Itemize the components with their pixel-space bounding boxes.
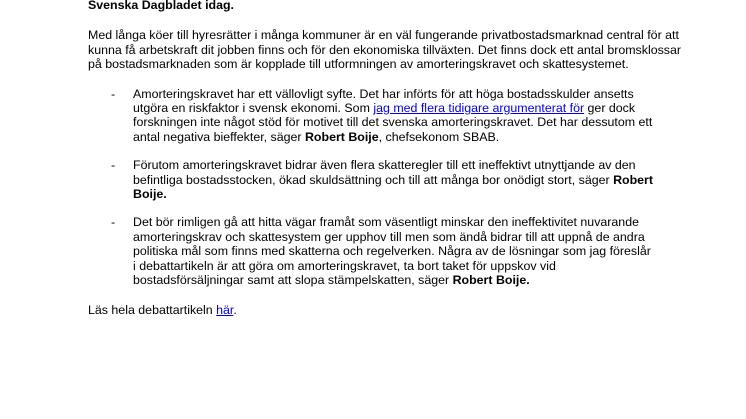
speaker-name: Robert Boije.: [452, 273, 530, 288]
argument-link[interactable]: jag med flera tidigare argumenterat för: [373, 101, 585, 116]
quote-text: ger dock forskningen inte något stöd för motivet till det svenska amorteringskravet. Det har dessutom ett antal negativa bieffekter, säger: [133, 101, 653, 144]
list-item: [88, 215, 653, 287]
speaker-title: , chefsekonom SBAB.: [378, 129, 500, 144]
press-release-body: [88, 0, 688, 317]
closing-paragraph: [88, 303, 688, 317]
list-item: [88, 87, 653, 145]
quote-text: Det bör rimligen gå att hitta vägar framåt som väsentligt minskar den ineffektivitet nuvarande amorteringskrav och skattesystem ger upphov till men som ändå bidrar till att uppnå de andra politiska mål som finns med skatterna och regelverken. Några av de lösningar som jag föreslår i debattartikeln är att göra om amorteringskravet, ta bort taket för uppskov vid bostadsförsäljningar samt att slopa stämpelskatten, säger: [133, 215, 651, 288]
quote-text: Förutom amorteringskravet bidrar även flera skatteregler till ett ineffektivt utnyttjande av den befintliga bostadsstocken, ökad skuldsättning och till att många bor onödigt stort, säger: [133, 158, 636, 187]
quote-list: [88, 87, 688, 288]
dash-marker: -: [111, 158, 116, 173]
heading: Svenska Dagbladet idag.: [88, 0, 234, 12]
closing-period: .: [233, 302, 237, 317]
speaker-name: Robert Boije: [304, 129, 379, 144]
quote-text: Amorteringskravet har ett vällovligt syfte. Det har införts för att höga bostadsskulder ansetts utgöra en riskfaktor i svensk ekonomi. Som: [133, 86, 634, 116]
read-article-link[interactable]: här: [216, 302, 234, 317]
speaker-name: Robert Boije.: [133, 172, 654, 202]
closing-text: Läs hela debattartikeln: [88, 302, 217, 317]
dash-marker: -: [111, 215, 116, 230]
intro-paragraph: Med långa köer till hyresrätter i många kommuner är en väl fungerande privatbostadsmarknad central för att kunna få arbetskraft dit jobben finns och för den ekonomiska tillväxten. Det finns dock ett antal bromsklossar på bostadsmarknaden som är kopplade till utformningen av amorteringskravet och skattesystemet.: [88, 28, 681, 72]
list-item: [88, 158, 653, 201]
dash-marker: -: [111, 86, 116, 101]
